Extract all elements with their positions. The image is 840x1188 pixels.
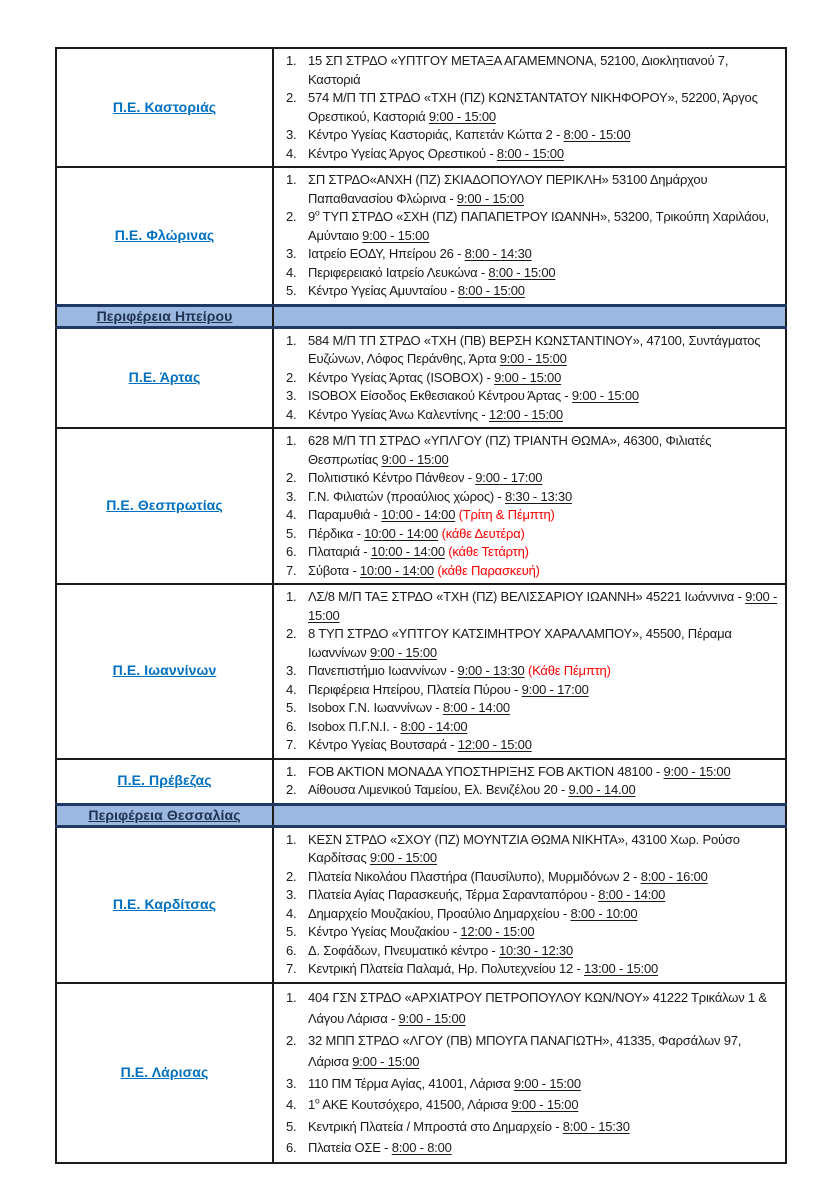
location-item xyxy=(274,432,781,469)
location-item xyxy=(274,868,781,887)
hours-text: 9:00 - 15:00 xyxy=(398,1011,466,1026)
hours-text: 9:00 - 15:00 xyxy=(511,1097,579,1112)
region-link[interactable]: Π.Ε. Φλώρινας xyxy=(114,226,215,243)
region-row xyxy=(56,327,786,428)
hours-text: 8:00 - 15:00 xyxy=(488,264,556,280)
section-header-spacer xyxy=(273,804,786,826)
hours-text: 8:00 - 15:00 xyxy=(563,127,631,142)
hours-text: 13:00 - 15:00 xyxy=(584,961,659,976)
location-item xyxy=(274,923,781,942)
location-item xyxy=(274,1137,781,1159)
location-text: Περιφέρεια Ηπείρου, Πλατεία Πύρου - xyxy=(308,681,522,697)
location-item xyxy=(274,506,781,525)
locations-cell xyxy=(273,428,786,584)
location-item xyxy=(274,588,781,625)
location-text: Κέντρο Υγείας Άργος Ορεστικού - xyxy=(308,145,497,161)
location-item xyxy=(274,942,781,961)
location-item xyxy=(274,960,781,979)
locations-list xyxy=(274,831,781,979)
hours-text: 9:00 - 15:00 xyxy=(369,850,437,865)
day-note-text: (κάθε Δευτέρα) xyxy=(441,525,525,541)
locations-list xyxy=(274,763,781,800)
locations-cell xyxy=(273,327,786,428)
hours-text: 10:00 - 14:00 xyxy=(359,562,434,578)
hours-text: 12:00 - 15:00 xyxy=(460,924,535,939)
location-item xyxy=(274,282,781,301)
region-row xyxy=(56,759,786,805)
location-text: Κέντρο Υγείας Καστοριάς, Καπετάν Κώττα 2 - xyxy=(308,127,564,142)
location-item xyxy=(274,718,781,737)
location-text: 574 Μ/Π ΤΠ ΣΤΡΔΟ «ΤΧΗ (ΠΖ) ΚΩΝΣΤΑΝΤΑΤΟΥ ΝΙΚΗΦΟΡΟΥ», 52200, Άργος Ορεστικού, Καστοριά xyxy=(308,90,758,124)
location-item xyxy=(274,662,781,681)
locations-list xyxy=(274,588,781,755)
region-row xyxy=(56,48,786,167)
locations-list xyxy=(274,987,781,1159)
section-header-cell xyxy=(56,305,273,327)
location-item xyxy=(274,525,781,544)
hours-text: 8:00 - 15:00 xyxy=(457,283,525,298)
hours-text: 9:00 - 15:00 xyxy=(428,108,496,124)
location-item xyxy=(274,543,781,562)
region-row xyxy=(56,428,786,584)
region-name-cell xyxy=(56,759,273,805)
hours-text: 10:00 - 14:00 xyxy=(370,544,445,559)
section-header-label: Περιφέρεια Ηπείρου xyxy=(96,308,233,324)
location-text: Παραμυθιά - xyxy=(308,507,382,522)
region-link[interactable]: Π.Ε. Καστοριάς xyxy=(112,98,217,115)
locations-cell xyxy=(273,48,786,167)
locations-table-body xyxy=(56,48,786,1163)
hours-text: 10:00 - 14:00 xyxy=(364,525,439,541)
locations-cell xyxy=(273,584,786,759)
section-header-cell xyxy=(56,804,273,826)
location-text: Αίθουσα Λιμενικού Ταμείου, Ελ. Βενιζέλου 20 - xyxy=(308,782,569,797)
hours-text: 8:00 - 8:00 xyxy=(391,1140,452,1155)
location-text: Δ. Σοφάδων, Πνευματικό κέντρο - xyxy=(308,942,499,958)
location-text: ΑΚΕ Κουτσόχερο, 41500, Λάρισα xyxy=(319,1097,512,1112)
hours-text: 9:00 - 15:00 xyxy=(308,589,778,623)
hours-text: 9:00 - 17:00 xyxy=(475,470,543,485)
location-item xyxy=(274,264,781,283)
location-item xyxy=(274,145,781,164)
location-item xyxy=(274,886,781,905)
location-text: 110 ΠΜ Τέρμα Αγίας, 41001, Λάρισα xyxy=(308,1075,514,1091)
region-link[interactable]: Π.Ε. Ιωαννίνων xyxy=(112,662,217,679)
section-header-row xyxy=(56,305,786,327)
location-text: ΤΥΠ ΣΤΡΔΟ «ΣΧΗ (ΠΖ) ΠΑΠΑΠΕΤΡΟΥ ΙΩΑΝΝΗ», 53200, Τρικούπη Χαριλάου, Αμύνταιο xyxy=(308,209,769,243)
location-text: Κέντρο Υγείας Βουτσαρά - xyxy=(308,737,458,752)
location-text: 32 ΜΠΠ ΣΤΡΔΟ «ΛΓΟΥ (ΠΒ) ΜΠΟΥΓΑ ΠΑΝΑΓΙΩΤΗ», 41335, Φαρσάλων 97, Λάρισα xyxy=(308,1032,742,1069)
locations-table xyxy=(55,47,787,1164)
location-text: ΚΕΣΝ ΣΤΡΔΟ «ΣΧΟΥ (ΠΖ) ΜΟΥΝΤΖΙΑ ΘΩΜΑ ΝΙΚΗΤΑ», 43100 Χωρ. Ρούσο Καρδίτσας xyxy=(308,831,740,865)
hours-text: 9:00 - 15:00 xyxy=(571,388,639,403)
location-text: Κέντρο Υγείας Άνω Καλεντίνης - xyxy=(308,406,489,422)
location-item xyxy=(274,781,781,800)
hours-text: 9:00 - 15:00 xyxy=(369,644,437,660)
ordinal-suffix: ο xyxy=(315,1095,320,1106)
location-item xyxy=(274,1116,781,1138)
location-item xyxy=(274,332,781,369)
region-link[interactable]: Π.Ε. Άρτας xyxy=(128,368,201,385)
day-note-text: (κάθε Τετάρτη) xyxy=(448,544,529,559)
region-name-cell xyxy=(56,327,273,428)
location-text: 9 xyxy=(308,209,316,224)
location-item xyxy=(274,469,781,488)
location-text: Πέρδικα - xyxy=(308,525,365,541)
location-text: Γ.Ν. Φιλιατών (προαύλιος χώρος) - xyxy=(308,488,505,504)
location-item xyxy=(274,625,781,662)
section-header-row xyxy=(56,804,786,826)
locations-cell xyxy=(273,826,786,983)
location-item xyxy=(274,369,781,388)
location-text: Κέντρο Υγείας Μουζακίου - xyxy=(308,924,461,939)
hours-text: 8:00 - 15:30 xyxy=(562,1118,630,1134)
location-text: Σύβοτα - xyxy=(308,562,360,578)
location-item xyxy=(274,736,781,755)
location-text: 8 ΤΥΠ ΣΤΡΔΟ «ΥΠΤΓΟΥ ΚΑΤΣΙΜΗΤΡΟΥ ΧΑΡΑΛΑΜΠΟΥ», 45500, Πέραμα Ιωαννίνων xyxy=(308,626,732,660)
location-item xyxy=(274,1094,781,1116)
region-row xyxy=(56,167,786,305)
hours-text: 9:00 - 13:30 xyxy=(457,663,525,678)
location-text: Ιατρείο ΕΟΔΥ, Ηπείρου 26 - xyxy=(308,246,465,261)
locations-cell xyxy=(273,983,786,1163)
hours-text: 9:00 - 15:00 xyxy=(352,1054,420,1069)
location-text: Πανεπιστήμιο Ιωαννίνων - xyxy=(308,663,458,678)
location-text: 404 ΓΣΝ ΣΤΡΔΟ «ΑΡΧΙΑΤΡΟΥ ΠΕΤΡΟΠΟΥΛΟΥ ΚΩΝ/ΝΟΥ» 41222 Τρικάλων 1 & Λάγου Λάρισα - xyxy=(308,989,767,1026)
location-item xyxy=(274,52,781,89)
location-text: Περιφερειακό Ιατρείο Λευκώνα - xyxy=(308,264,489,280)
location-item xyxy=(274,1030,781,1073)
location-text: ΣΠ ΣΤΡΔΟ«ΑΝΧΗ (ΠΖ) ΣΚΙΑΔΟΠΟΥΛΟΥ ΠΕΡΙΚΛΗ» 53100 Δημάρχου Παπαθανασίου Φλώρινα - xyxy=(308,172,708,206)
location-text: Isobox Π.Γ.Ν.Ι. - xyxy=(308,718,401,734)
location-text: 15 ΣΠ ΣΤΡΔΟ «ΥΠΤΓΟΥ ΜΕΤΑΞΑ ΑΓΑΜΕΜΝΟΝΑ, 52100, Διοκλητιανού 7, Καστοριά xyxy=(308,53,729,87)
hours-text: 8:00 - 14:00 xyxy=(598,887,666,902)
hours-text: 9:00 - 15:00 xyxy=(663,763,731,779)
hours-text: 8:00 - 14:00 xyxy=(400,718,468,734)
location-item xyxy=(274,831,781,868)
locations-list xyxy=(274,432,781,580)
location-item xyxy=(274,245,781,264)
hours-text: 12:00 - 15:00 xyxy=(488,406,563,422)
hours-text: 10:00 - 14:00 xyxy=(381,507,456,522)
location-text: Isobox Γ.Ν. Ιωαννίνων - xyxy=(308,700,443,715)
day-note-text: (κάθε Παρασκευή) xyxy=(437,562,540,578)
locations-cell xyxy=(273,167,786,305)
region-link[interactable]: Π.Ε. Λάρισας xyxy=(120,1063,209,1080)
location-item xyxy=(274,763,781,782)
location-text: Πλαταριά - xyxy=(308,544,371,559)
hours-text: 9:00 - 15:00 xyxy=(362,227,430,243)
location-text: ΛΣ/8 Μ/Π ΤΑΞ ΣΤΡΔΟ «ΤΧΗ (ΠΖ) ΒΕΛΙΣΣΑΡΙΟΥ ΙΩΑΝΝΗ» 45221 Ιωάννινα - xyxy=(308,589,746,604)
location-text: Κέντρο Υγείας Αμυνταίου - xyxy=(308,283,458,298)
hours-text: 9:00 - 17:00 xyxy=(521,681,589,697)
region-row xyxy=(56,983,786,1163)
location-item xyxy=(274,126,781,145)
hours-text: 8:30 - 13:30 xyxy=(504,488,572,504)
region-link[interactable]: Π.Ε. Πρέβεζας xyxy=(117,772,212,788)
hours-text: 9:00 - 15:00 xyxy=(513,1075,581,1091)
hours-text: 8:00 - 16:00 xyxy=(640,868,708,884)
location-text: Πλατεία Αγίας Παρασκευής, Τέρμα Σαρανταπόρου - xyxy=(308,887,599,902)
region-name-cell xyxy=(56,48,273,167)
region-link[interactable]: Π.Ε. Καρδίτσας xyxy=(112,895,217,912)
region-name-cell xyxy=(56,167,273,305)
location-item xyxy=(274,905,781,924)
location-item xyxy=(274,699,781,718)
location-item xyxy=(274,1073,781,1095)
day-note-text: (Κάθε Πέμπτη) xyxy=(527,663,611,678)
locations-list xyxy=(274,52,781,163)
hours-text: 8:00 - 14:30 xyxy=(464,246,532,261)
location-item xyxy=(274,208,781,245)
hours-text: 10:30 - 12:30 xyxy=(498,942,573,958)
hours-text: 8:00 - 15:00 xyxy=(496,145,564,161)
day-note-text: (Τρίτη & Πέμπτη) xyxy=(458,507,555,522)
location-item xyxy=(274,171,781,208)
location-item xyxy=(274,987,781,1030)
location-item xyxy=(274,406,781,425)
region-link[interactable]: Π.Ε. Θεσπρωτίας xyxy=(106,497,223,513)
location-item xyxy=(274,562,781,581)
locations-list xyxy=(274,171,781,301)
region-name-cell xyxy=(56,826,273,983)
location-item xyxy=(274,488,781,507)
location-text: Πολιτιστικό Κέντρο Πάνθεον - xyxy=(308,470,476,485)
region-row xyxy=(56,826,786,983)
location-text: Κεντρική Πλατεία / Μπροστά στο Δημαρχείο - xyxy=(308,1118,563,1134)
region-name-cell xyxy=(56,584,273,759)
location-text: Κεντρική Πλατεία Παλαμά, Ηρ. Πολυτεχνείου 12 - xyxy=(308,961,585,976)
section-header-spacer xyxy=(273,305,786,327)
location-text: 584 Μ/Π ΤΠ ΣΤΡΔΟ «ΤΧΗ (ΠΒ) ΒΕΡΣΗ ΚΩΝΣΤΑΝΤΙΝΟΥ», 47100, Συντάγματος Ευζώνων, Λόφος Περάνθης, Άρτα xyxy=(308,332,761,366)
location-item xyxy=(274,89,781,126)
location-text: 628 Μ/Π ΤΠ ΣΤΡΔΟ «ΥΠΛΓΟΥ (ΠΖ) ΤΡΙΑΝΤΗ ΘΩΜΑ», 46300, Φιλιατές Θεσπρωτίας xyxy=(308,433,712,467)
hours-text: 9:00 - 15:00 xyxy=(456,190,524,206)
hours-text: 9:00 - 15:00 xyxy=(381,451,449,467)
hours-text: 9:00 - 15:00 xyxy=(499,351,567,366)
location-text: FOB AKTION ΜΟΝΑΔΑ ΥΠΟΣΤΗΡΙΞΗΣ FOB AKTION 48100 - xyxy=(308,763,664,779)
hours-text: 8:00 - 14:00 xyxy=(442,700,510,715)
location-text: Πλατεία Νικολάου Πλαστήρα (Παυσίλυπο), Μυρμιδόνων 2 - xyxy=(308,868,641,884)
location-item xyxy=(274,387,781,406)
ordinal-suffix: ο xyxy=(315,207,320,218)
hours-text: 9:00 - 15:00 xyxy=(494,369,562,385)
location-text: ISOBOX Είσοδος Εκθεσιακού Κέντρου Άρτας - xyxy=(308,388,572,403)
location-text: Δημαρχείο Μουζακίου, Προαύλιο Δημαρχείου - xyxy=(308,905,571,921)
location-text: Κέντρο Υγείας Άρτας (ISOBOX) - xyxy=(308,369,495,385)
region-row xyxy=(56,584,786,759)
hours-text: 8:00 - 10:00 xyxy=(570,905,638,921)
location-text: 1 xyxy=(308,1097,316,1112)
region-name-cell xyxy=(56,428,273,584)
location-item xyxy=(274,681,781,700)
hours-text: 9.00 - 14.00 xyxy=(568,782,636,797)
region-name-cell xyxy=(56,983,273,1163)
locations-cell xyxy=(273,759,786,805)
locations-list xyxy=(274,332,781,425)
location-text: Πλατεία ΟΣΕ - xyxy=(308,1140,392,1155)
hours-text: 12:00 - 15:00 xyxy=(457,737,532,752)
section-header-label: Περιφέρεια Θεσσαλίας xyxy=(88,807,241,823)
